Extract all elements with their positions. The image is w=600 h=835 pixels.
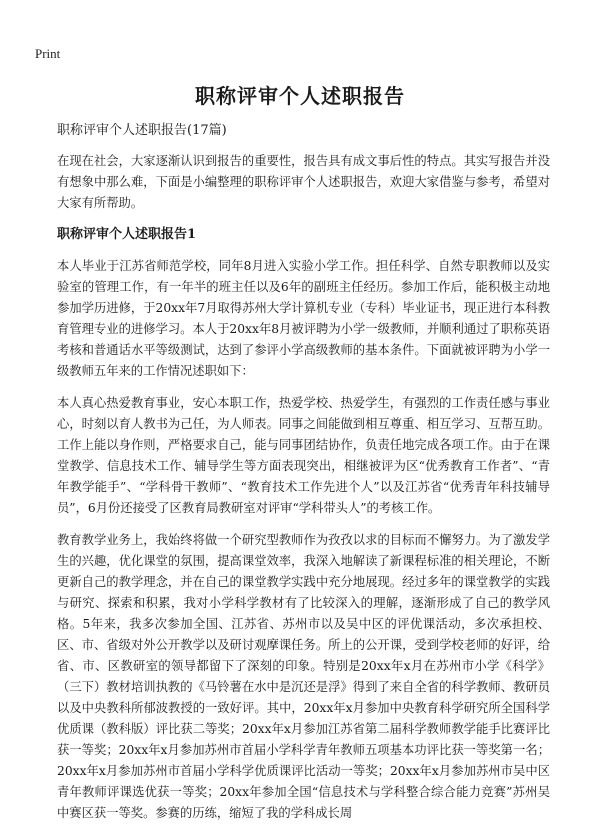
- body-paragraph: 本人真心热爱教育事业，安心本职工作，热爱学校、热爱学生，有强烈的工作责任感与事业心，时刻以育人教书为己任，为人师表。同事之间能做到相互尊重、相互学习、互帮互助。工作上能以身作则，严格要求自己，能与同事团结协作，负责任地完成各项工作。由于在课堂教学、信息技术工作、辅导学生等方面表现突出，相继被评为区“优秀教育工作者”、“青年教学能手”、“学科骨干教师”、“教育技术工作先进个人”以及江苏省“优秀青年科技辅导员”，6月份还接受了区教育局教研室对评审“学科带头人”的考核工作。: [57, 396, 550, 515]
- document-body: [57, 151, 550, 835]
- section-heading: 职称评审个人述职报告1: [57, 227, 197, 242]
- document-title: 职称评审个人述职报告: [195, 84, 405, 108]
- body-paragraph: 教育教学业务上，我始终将做一个研究型教师作为孜孜以求的目标而不懈努力。为了激发学生的兴趣，优化课堂的氛围，提高课堂效率，我深入地解读了新课程标准的相关理论，不断更新自己的教学理念，并在自己的课堂教学实践中充分地展现。经过多年的课堂教学的实践与研究、探索和积累，我对小学科学教材有了比较深入的理解，逐渐形成了自己的教学风格。5年来，我多次参加全国、江苏省、苏州市以及吴中区的评优课活动，多次承担校、区、市、省级对外公开教学以及研讨观摩课任务。所上的公开课，受到学校老师的好评，给省、市、区教研室的领导都留下了深刻的印象。特别是20xx年x月在苏州市小学《科学》（三下）教材培训执教的《马铃薯在水中是沉还是浮》得到了来自全省的科学教师、教研员以及中央教科所郁波教授的一致好评。其中，20xx年x月参加中央教育科学研究所全国科学优质课（教科版）评比获二等奖；20xx年x月参加江苏省第二届科学教师教学能手比赛评比获一等奖；20xx年x月参加苏州市首届小学科学青年教师五项基本功评比获一等奖第一名；20xx年x月参加苏州市首届小学科学优质课评比活动一等奖；20xx年x月参加苏州市吴中区青年教师评课选优获一等奖；20xx年参加全国“信息技术与学科整合综合能力竞赛”苏州吴中赛区获一等奖。参赛的历练，缩短了我的学科成长周: [57, 533, 550, 820]
- body-paragraph: 本人毕业于江苏省师范学校，同年8月进入实验小学工作。担任科学、自然专职教师以及实验室的管理工作，有一年半的班主任以及6年的副班主任经历。参加工作后，能积极主动地参加学历进修，于20xx年7月取得苏州大学计算机专业（专科）毕业证书，现正进行本科教育管理专业的进修学习。本人于20xx年8月被评聘为小学一级教师，并顺利通过了职称英语考核和普通话水平等级测试，达到了参评小学高级教师的基本条件。下面就被评聘为小学一级教师五年来的工作情况述职如下：: [57, 259, 550, 378]
- print-link[interactable]: Print: [35, 46, 61, 61]
- document-subtitle: 职称评审个人述职报告(17篇): [57, 123, 227, 138]
- intro-paragraph: 在现在社会，大家逐渐认识到报告的重要性，报告具有成文事后性的特点。其实写报告并没有想象中那么难，下面是小编整理的职称评审个人述职报告，欢迎大家借鉴与参考，希望对大家有所帮助。: [57, 154, 550, 210]
